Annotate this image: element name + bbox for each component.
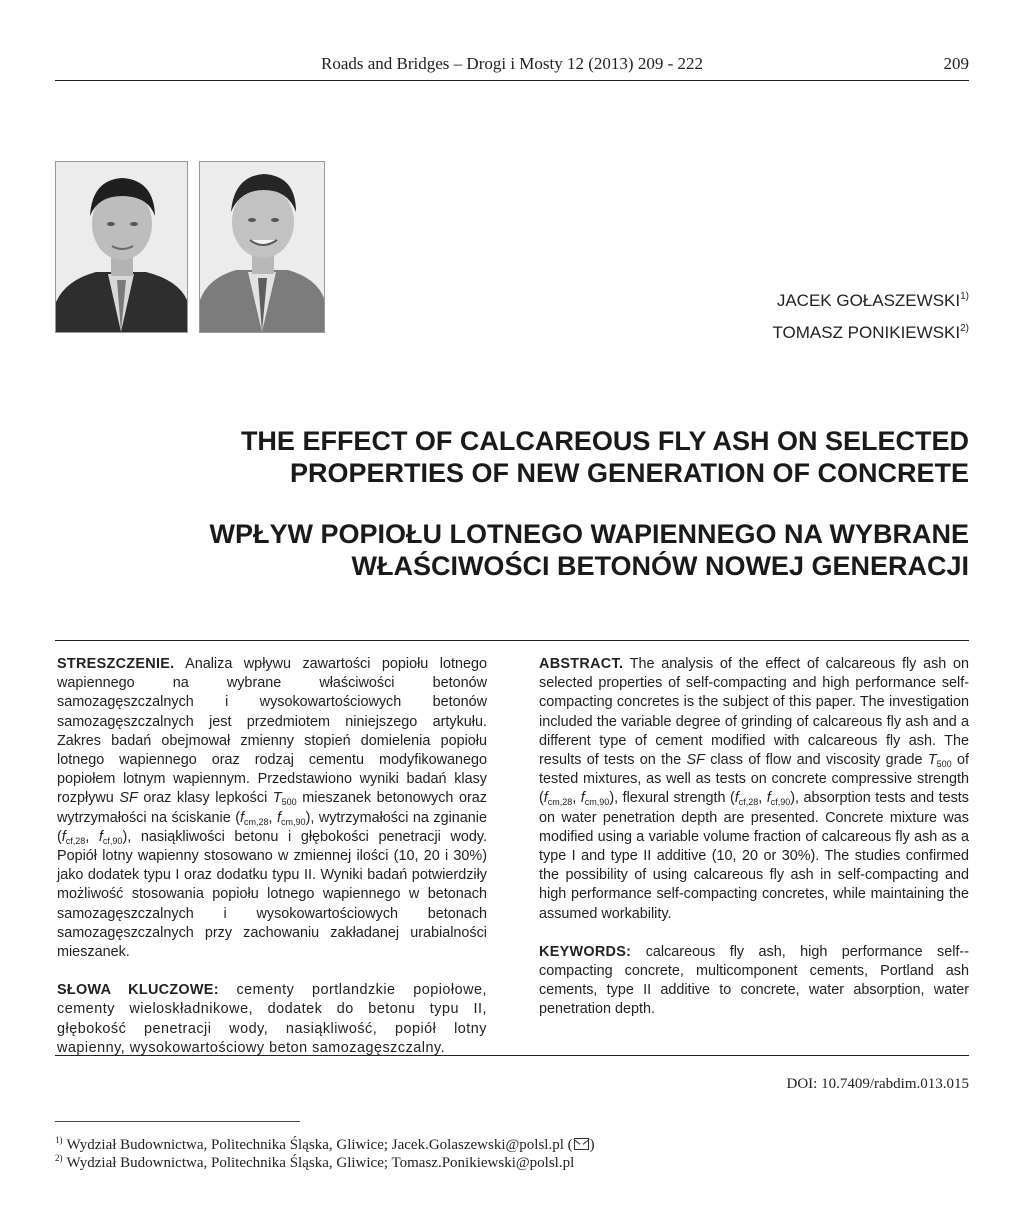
streszczenie-paragraph: STRESZCZENIE. Analiza wpływu zawartości popiołu lotnego wapiennego na wybrane właściwości betonów samozagęszczalnych i wysokowartościowych betonów samozagęszczalnych jest przedmiotem niniejszego artykułu. Zakres badań obejmował zmienny stopień domielenia popiołu lotnego wapiennego oraz rodzaj cementu modyfikowanego popiołem lotnym wapiennym. Przedstawiono wyniki badań klasy rozpływu SF oraz klasy lepkości $T_{500}$ mieszanek betonowych oraz wytrzymałości na ściskanie ($f_{cm,28}$, $f_{cm,90}$), wytrzymałości na zginanie ($f_{cf,28}$, $f_{cf,90}$), nasiąkliwości betonu i głębokości penetracji wody. Popiół lotny wapienny stosowano w zmiennej ilości (10, 20 i 30%) jako dodatek typu I oraz dodatku typu II. Wyniki badań potwierdziły możliwość stosowania popiołu lotnego wapiennego w betonach samozagęszczalnych i wysokowartościowych betonach samozagęszczalnych przy zachowaniu zakładanej urabialności mieszanek. <box>57 656 488 961</box>
footnote-rule <box>55 1121 300 1122</box>
section-rule-top <box>55 640 969 641</box>
page-number: 209 <box>943 54 969 73</box>
mail-icon[interactable] <box>574 1138 589 1150</box>
header-rule <box>55 80 969 81</box>
journal-citation: Roads and Bridges – Drogi i Mosty 12 (2013) 209 - 222 <box>320 54 703 73</box>
author-list <box>772 283 969 347</box>
doi: DOI: 10.7409/rabdim.013.015 <box>786 1076 969 1092</box>
title-english: THE EFFECT OF CALCAREOUS FLY ASH ON SELECTED PROPERTIES OF NEW GENERATION OF CONCRETE <box>240 426 969 488</box>
keywords: KEYWORDS: calcareous fly ash, high performance self--compacting concrete, multicomponent cements, Portland ash cements, type II additive to concrete, water absorption, water penetration depth. <box>539 943 969 1018</box>
title-polish: WPŁYW POPIOŁU LOTNEGO WAPIENNEGO NA WYBRANE WŁAŚCIWOŚCI BETONÓW NOWEJ GENERACJI <box>209 519 969 581</box>
author-photo-1 <box>55 161 188 333</box>
author-photo-2 <box>199 161 325 333</box>
author-name-1: JACEK GOŁASZEWSKI$^{1)}$ <box>776 291 969 310</box>
slowa-kluczowe: SŁOWA KLUCZOWE: cementy portlandzkie popiołowe, cementy wieloskładnikowe, dodatek do betonu typu II, głębokość penetracji wody, nasiąkliwość, popiół lotny wapienny, wysokowartościowy beton samozagęszczalny. <box>57 982 487 1056</box>
running-head <box>55 54 969 78</box>
footnote-1: $^{1)}$ Wydział Budownictwa, Politechnika Śląska, Gliwice; Jacek.Golaszewski@polsl.pl ( ) <box>55 1135 595 1153</box>
footnote-2: $^{2)}$ Wydział Budownictwa, Politechnika Śląska, Gliwice; Tomasz.Ponikiewski@polsl.pl <box>55 1153 575 1171</box>
abstract-english <box>539 655 969 1020</box>
section-rule-bottom <box>55 1055 969 1056</box>
abstract-polish <box>57 655 487 1058</box>
abstract-paragraph: ABSTRACT. The analysis of the effect of calcareous fly ash on selected properties of self-compacting and high performance self-compacting concretes is the subject of this paper. The investigation included the variable degree of grinding of calcareous fly ash and a different type of cement modified with calcareous fly ash. The results of tests on the SF class of flow and viscosity grade $T_{500}$ of tested mixtures, as well as tests on concrete compressive strength ($f_{cm,28}$, $f_{cm,90}$), flexural strength ($f_{cf,28}$, $f_{cf,90}$), absorption tests and tests on water penetration depth are presented. Concrete mixture was modified using a variable volume fraction of calcareous fly ash as a type I and type II additive (10, 20 or 30%). The studies confirmed the possibility of using calcareous fly ash in self-compacting and high performance self-compacting concretes, while maintaining the assumed workability. <box>539 656 970 922</box>
author-name-2: TOMASZ PONIKIEWSKI$^{2)}$ <box>772 323 969 342</box>
